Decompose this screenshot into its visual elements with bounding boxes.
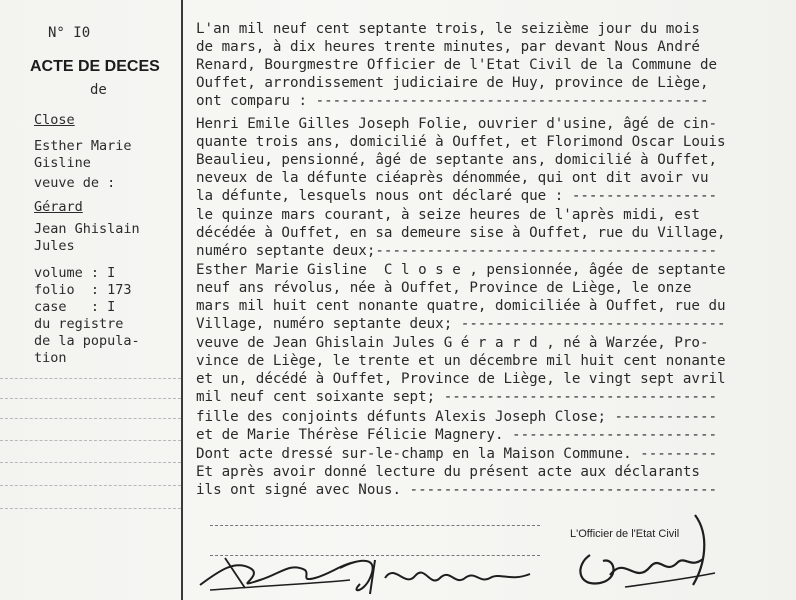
deceased-given-name-2: Gisline	[34, 155, 91, 171]
ref-register: du registre	[34, 316, 124, 332]
signature-line-top	[210, 525, 540, 526]
act-number: N° I0	[48, 25, 91, 41]
body-line: Beaulieu, pensionné, âgé de septante ans, domicilié à Ouffet,	[196, 152, 718, 168]
body-line: mars mil huit cent nonante quatre, domiciliée à Ouffet, rue du	[196, 298, 726, 314]
deceased-surname: Close	[34, 112, 75, 128]
ref-case: case : I	[34, 299, 116, 315]
body-line: L'an mil neuf cent septante trois, le seizième jour du mois	[196, 21, 700, 37]
body-line: Esther Marie Gisline C l o s e , pensionnée, âgée de septante	[196, 262, 726, 278]
body-line: numéro septante deux;----------------------------------------	[196, 243, 718, 259]
margin-rule	[0, 398, 181, 399]
body-line: ils ont signé avec Nous. ------------------------------------	[196, 482, 718, 498]
column-divider	[181, 0, 183, 600]
ref-tion: tion	[34, 350, 67, 366]
heading-de: de	[90, 82, 107, 98]
body-line: Et après avoir donné lecture du présent acte aux déclarants	[196, 464, 700, 480]
officer-signature	[565, 505, 725, 595]
body-line: Dont acte dressé sur-le-champ en la Maison Commune. ---------	[196, 446, 718, 462]
body-line: neuf ans révolus, née à Ouffet, Province de Liège, le onze	[196, 280, 692, 296]
body-line: Ouffet, arrondissement judiciaire de Huy, province de Liège,	[196, 75, 709, 91]
body-line: et de Marie Thérèse Félicie Magnery. ------------------------	[196, 427, 718, 443]
body-line: veuve de Jean Ghislain Jules G é r a r d , né à Warzée, Pro-	[196, 335, 709, 351]
margin-rule	[0, 378, 181, 379]
body-line: la défunte, lesquels nous ont déclaré que : -----------------	[196, 188, 718, 204]
body-line: quante trois ans, domicilié à Ouffet, et Florimond Oscar Louis	[196, 134, 726, 150]
margin-rule	[0, 418, 181, 419]
body-line: Renard, Bourgmestre Officier de l'Etat Civil de la Commune de	[196, 57, 718, 73]
body-line: de mars, à dix heures trente minutes, par devant Nous André	[196, 39, 700, 55]
body-line: décédée à Ouffet, en sa demeure sise à Ouffet, rue du Village,	[196, 225, 726, 241]
margin-rule	[0, 440, 181, 441]
margin-column	[0, 0, 181, 600]
officer-label: L'Officier de l'Etat Civil	[570, 528, 680, 540]
body-line: vince de Liège, le trente et un décembre mil huit cent nonante	[196, 353, 726, 369]
declarant-2-signature	[330, 548, 540, 600]
act-heading: ACTE DE DECES	[30, 58, 160, 75]
body-line: neveux de la défunte ciéaprès dénommée, qui ont dit avoir vu	[196, 170, 709, 186]
body-line: mil neuf cent soixante sept; --------------------------------	[196, 389, 718, 405]
body-line: Henri Emile Gilles Joseph Folie, ouvrier d'usine, âgé de cin-	[196, 116, 718, 132]
ref-folio: folio : 173	[34, 282, 132, 298]
deceased-given-name-1: Esther Marie	[34, 138, 132, 154]
margin-rule	[0, 508, 181, 509]
body-line: fille des conjoints défunts Alexis Joseph Close; ------------	[196, 409, 718, 425]
margin-rule	[0, 462, 181, 463]
spouse-surname: Gérard	[34, 199, 83, 215]
ref-volume: volume : I	[34, 265, 116, 281]
ref-population: de la popula-	[34, 333, 140, 349]
body-line: Village, numéro septante deux; -------------------------------	[196, 316, 726, 332]
widow-of-label: veuve de :	[34, 175, 116, 191]
spouse-given-name-1: Jean Ghislain	[34, 221, 140, 237]
spouse-given-name-2: Jules	[34, 238, 75, 254]
body-line: et un, décédé à Ouffet, Province de Liège, le vingt sept avril	[196, 371, 726, 387]
body-line: le quinze mars courant, à seize heures de l'après midi, est	[196, 207, 700, 223]
body-line: ont comparu : ----------------------------------------------	[196, 93, 709, 109]
margin-rule	[0, 485, 181, 486]
